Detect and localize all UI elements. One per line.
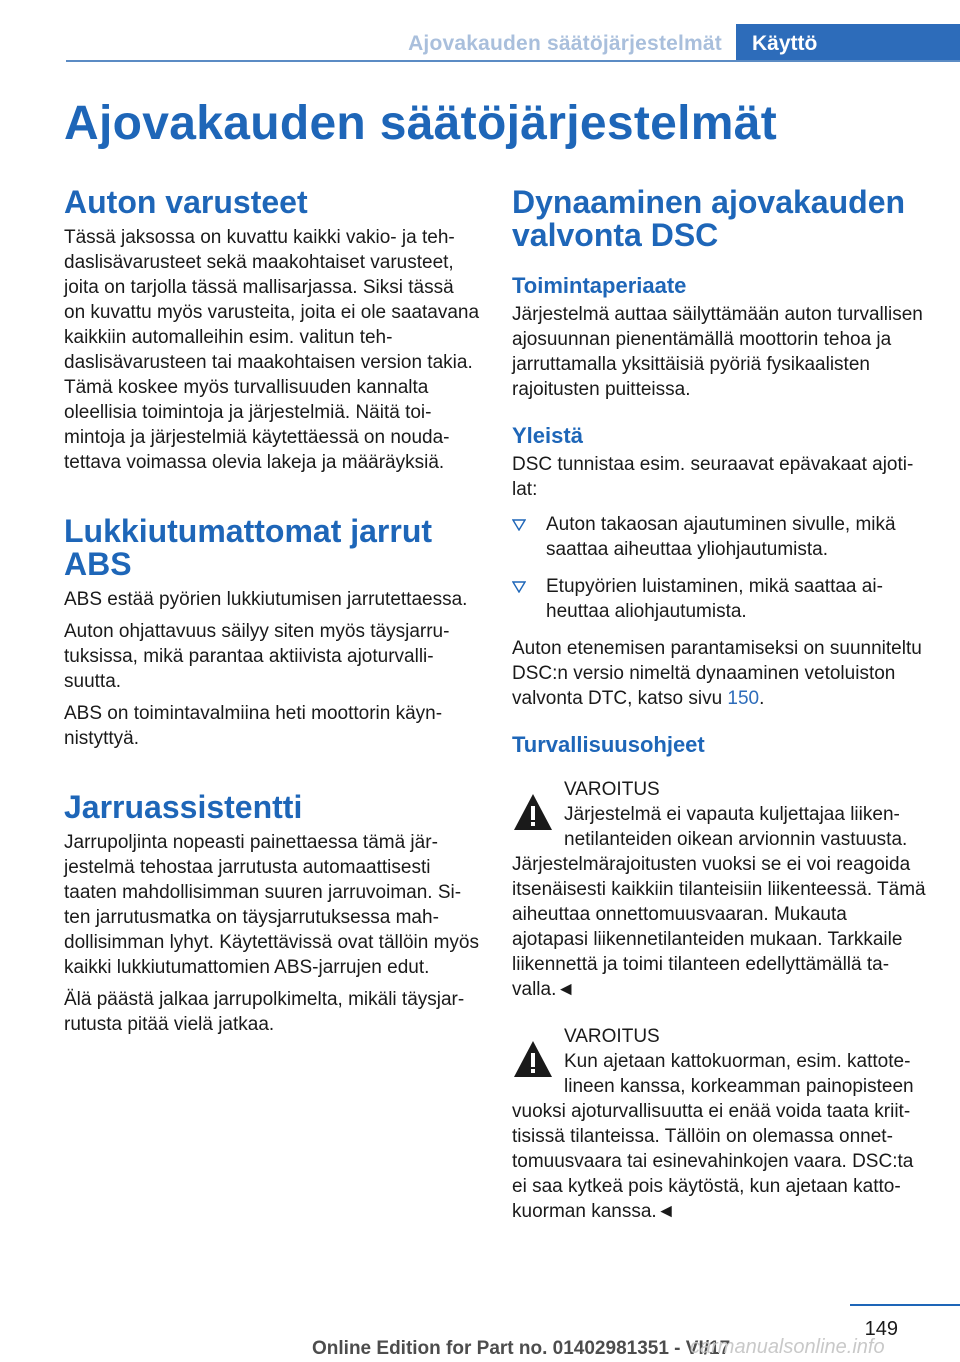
warning-label: VAROITUS: [564, 779, 660, 800]
right-column: [512, 186, 928, 1224]
paragraph: Älä päästä jalkaa jarrupolkimelta, mikäli täysjarrutusta pitää vielä jatkaa.: [64, 989, 465, 1035]
warning-label: VAROITUS: [564, 1026, 660, 1047]
header-rule: [66, 60, 960, 62]
warning-box: [512, 1024, 928, 1224]
paragraph: ABS estää pyörien lukkiutumisen jarrutettaessa.: [64, 589, 468, 610]
paragraph-text-end: .: [759, 688, 765, 709]
list-item-text: Auton takaosan ajautuminen sivulle, mikä saattaa aiheuttaa yliohjautumista.: [546, 514, 896, 560]
paragraph: ABS on toimintavalmiina heti moottorin käynnistyttyä.: [64, 703, 443, 749]
page-title: Ajovakauden säätöjärjestelmät: [64, 97, 777, 150]
subsection-title-principle: Toimintaperiaate: [512, 273, 687, 298]
warning-text: Järjestelmä ei vapauta kuljettajaa liikennetilanteiden oikean arvionnin vastuusta. Järjestelmärajoitusten vuoksi se ei voi reagoida itsenäisesti kaikkiin tilanteisiin liikenteessä. Tämä aiheuttaa onnettomuusvaaran. Mukauta ajotapasi liikennetilanteiden mukaan. Tarkkaile liikennettä ja toimi tilanteen edellyttämällä tavalla.◄: [512, 804, 926, 1000]
subsection-title-safety: Turvallisuusohjeet: [512, 732, 705, 757]
watermark: carmanualsonline.info: [690, 1336, 885, 1358]
warning-triangle-icon: [512, 791, 554, 833]
warning-box: [512, 777, 928, 1002]
triangle-bullet-icon: [512, 519, 526, 531]
header-section-title: Ajovakauden säätöjärjestelmät: [408, 32, 722, 55]
section-title-abs: Lukkiutumattomat jarrut ABS: [64, 513, 433, 582]
paragraph: Jarrupoljinta nopeasti painettaessa tämä järjestelmä tehostaa jarrutusta automaattisesti taaten mahdollisimman suuren jarruvoiman. Siten jarrutusmatka on täysjarrutuksessa mahdollisimman lyhyt. Käytettävissä ovat tällöin myös kaikki lukkiutumattomien ABS-jarrujen edut.: [64, 832, 479, 978]
triangle-bullet-icon: [512, 581, 526, 593]
paragraph: [512, 636, 928, 711]
page-number-rule: [850, 1304, 960, 1306]
list-item: [512, 512, 928, 562]
page-reference-link[interactable]: 150: [727, 688, 760, 709]
warning-text: Kun ajetaan kattokuorman, esim. kattotelineen kanssa, korkeamman painopisteen vuoksi ajoturvallisuutta ei enää voida taata kriittisissä tilanteissa. Tällöin on olemassa onnettomuusvaara tai esinevahinkojen vaara. DSC:ta ei saa kytkeä pois käytöstä, kun ajetaan kattokuorman kanssa.◄: [512, 1051, 914, 1222]
paragraph: Tässä jaksossa on kuvattu kaikki vakio- ja tehdaslisävarusteet sekä maakohtaiset varusteet, joita on tarjolla tässä mallisarjassa. Siksi tässä on kuvattu myös varusteita, joita ei ole saatavana kaikkiin automalleihin esim. valitun tehdaslisävarusteen tai maakohtaisen version takia. Tämä koskee myös turvallisuuden kannalta oleellisia toimintoja ja järjestelmiä. Näitä toimintoja ja järjestelmiä käytettäessä on noudatettava voimassa olevia lakeja ja määräyksiä.: [64, 227, 480, 473]
warning-triangle-icon: [512, 1038, 554, 1080]
paragraph-text: Auton etenemisen parantamiseksi on suunniteltu DSC:n versio nimeltä dynaaminen vetoluiston valvonta DTC, katso sivu: [512, 638, 922, 709]
paragraph: Auton ohjattavuus säilyy siten myös täysjarrutuksissa, mikä parantaa aktiivista ajoturvallisuutta.: [64, 621, 450, 692]
paragraph: Järjestelmä auttaa säilyttämään auton turvallisen ajosuunnan pienentämällä moottorin tehoa ja jarruttamalla yksittäisiä pyöriä fysikaalisten rajoitusten puitteissa.: [512, 304, 923, 400]
section-title-equipment: Auton varusteet: [64, 184, 308, 220]
section-title-brake-assist: Jarruassistentti: [64, 789, 303, 825]
page-header: [0, 0, 960, 62]
subsection-title-general: Yleistä: [512, 423, 583, 448]
paragraph: DSC tunnistaa esim. seuraavat epävakaat ajotilat:: [512, 454, 914, 500]
header-chapter-tab: Käyttö: [736, 24, 960, 62]
footer-edition: Online Edition for Part no. 01402981351 - VI/17: [312, 1338, 731, 1359]
left-column: [64, 186, 480, 1044]
section-title-dsc: Dynaaminen ajovakauden valvonta DSC: [512, 184, 906, 253]
page-number: 149: [864, 1318, 898, 1340]
list-item: [512, 574, 928, 624]
list-item-text: Etupyörien luistaminen, mikä saattaa aiheuttaa aliohjautumista.: [546, 576, 883, 622]
